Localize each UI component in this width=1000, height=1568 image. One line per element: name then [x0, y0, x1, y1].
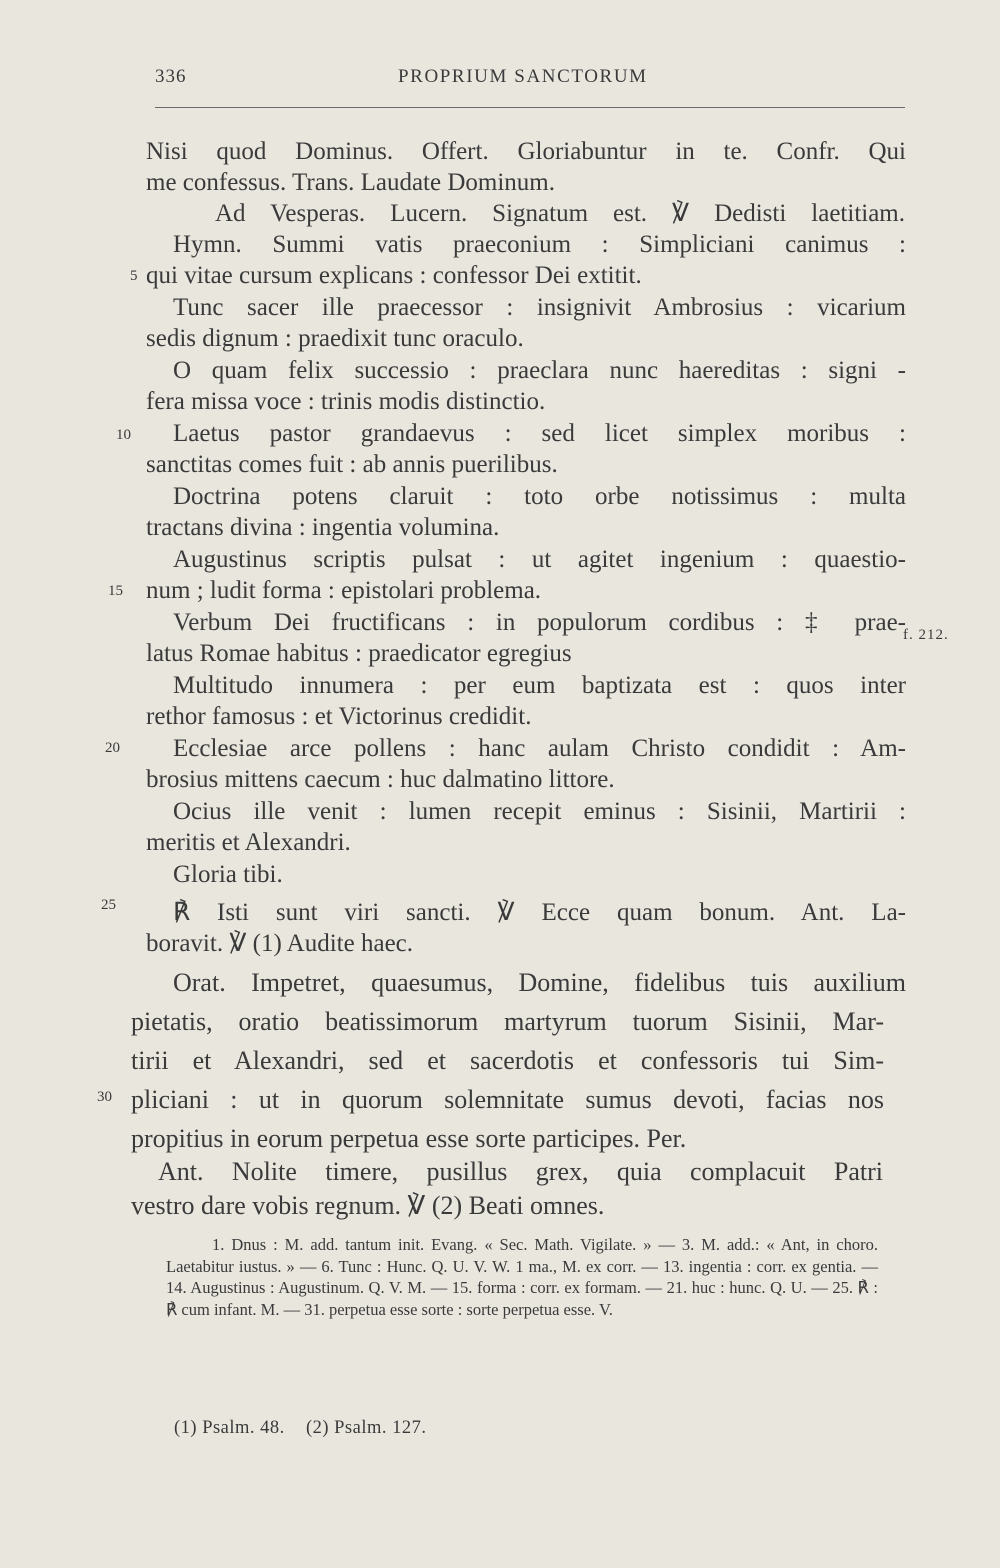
text-line: Doctrina potens claruit : toto orbe notissimus : multa: [173, 483, 906, 510]
text-line: latus Romae habitus : praedicator egregius: [146, 640, 572, 667]
text-line: pliciani : ut in quorum solemnitate sumus devoti, facias nos: [131, 1085, 884, 1114]
footnote: (2) Psalm. 127.: [305, 1418, 427, 1438]
text-line: Tunc sacer ille praecessor : insignivit Ambrosius : vicarium: [173, 294, 906, 321]
line-number: 15: [108, 583, 123, 599]
text-line: Ad Vesperas. Lucern. Signatum est. ℣ Dedisti laetitiam.: [215, 200, 905, 227]
text-line: pietatis, oratio beatissimorum martyrum tuorum Sisinii, Mar-: [131, 1007, 884, 1036]
text-line: meritis et Alexandri.: [146, 829, 351, 856]
text-line: tirii et Alexandri, sed et sacerdotis et confessoris tui Sim-: [131, 1046, 884, 1075]
text-line: rethor famosus : et Victorinus credidit.: [146, 703, 532, 730]
text-line: Ocius ille venit : lumen recepit eminus : Sisinii, Martirii :: [173, 798, 906, 825]
text-line: brosius mittens caecum : huc dalmatino littore.: [146, 766, 615, 793]
header-rule: [155, 107, 905, 108]
running-title: PROPRIUM SANCTORUM: [398, 66, 648, 87]
footnotes: [174, 1418, 443, 1439]
text-line: O quam felix successio : praeclara nunc haereditas : signi -: [173, 357, 906, 384]
line-number: 30: [97, 1089, 112, 1105]
text-line: Gloria tibi.: [173, 861, 283, 888]
text-line: tractans divina : ingentia volumina.: [146, 514, 500, 541]
text-line: propitius in eorum perpetua esse sorte participes. Per.: [131, 1124, 687, 1153]
text-line: Nisi quod Dominus. Offert. Gloriabuntur in te. Confr. Qui: [146, 138, 906, 165]
page-number: 336: [155, 66, 187, 87]
text-line: Orat. Impetret, quaesumus, Domine, fidelibus tuis auxilium: [173, 968, 906, 997]
text-line: sedis dignum : praedixit tunc oraculo.: [146, 325, 524, 352]
text-line: sanctitas comes fuit : ab annis puerilibus.: [146, 451, 558, 478]
text-line: Multitudo innumera : per eum baptizata est : quos inter: [173, 672, 906, 699]
critical-apparatus: [166, 1234, 878, 1320]
text-line: Verbum Dei fructificans : in populorum cordibus : ‡ prae-: [173, 609, 906, 636]
running-header: [155, 66, 905, 96]
text-line: Ecclesiae arce pollens : hanc aulam Christo condidit : Am-: [173, 735, 906, 762]
text-line: num ; ludit forma : epistolari problema.: [146, 577, 542, 604]
line-number: 10: [116, 427, 131, 443]
folio-reference: f. 212.: [903, 627, 949, 643]
line-number: 25: [101, 897, 116, 913]
text-line: Augustinus scriptis pulsat : ut agitet ingenium : quaestio-: [173, 546, 906, 573]
apparatus-text: 1. Dnus : M. add. tantum init. Evang. « Sec. Math. Vigilate. » — 3. M. add.: « Ant, in choro. Laetabitur iustus. » — 6. Tunc : Hunc. Q. U. V. W. 1 ma., M. ex corr. — 13. ingentia : corr. ex gentia. — 14. Augustinus : Augustinum. Q. V. M. — 15. forma : corr. ex formam. — 21. huc : hunc. Q. U. — 25. ℟ : ℟ cum infant. M. — 31. perpetua esse sorte : sorte perpetua esse. V.: [166, 1235, 878, 1319]
line-number: 20: [105, 740, 120, 756]
text-line: ℟ Isti sunt viri sancti. ℣ Ecce quam bonum. Ant. La-: [173, 899, 906, 926]
text-line: Ant. Nolite timere, pusillus grex, quia complacuit Patri: [158, 1157, 883, 1186]
text-line: Laetus pastor grandaevus : sed licet simplex moribus :: [173, 420, 906, 447]
footnote: (1) Psalm. 48.: [174, 1418, 285, 1438]
text-line: fera missa voce : trinis modis distinctio.: [146, 388, 546, 415]
text-line: Hymn. Summi vatis praeconium : Simpliciani canimus :: [173, 231, 906, 258]
text-line: me confessus. Trans. Laudate Dominum.: [146, 169, 555, 196]
text-line: qui vitae cursum explicans : confessor Dei extitit.: [146, 262, 642, 289]
text-line: boravit. ℣ (1) Audite haec.: [146, 930, 414, 957]
line-number: 5: [130, 268, 138, 284]
text-line: vestro dare vobis regnum. ℣ (2) Beati omnes.: [131, 1191, 605, 1220]
